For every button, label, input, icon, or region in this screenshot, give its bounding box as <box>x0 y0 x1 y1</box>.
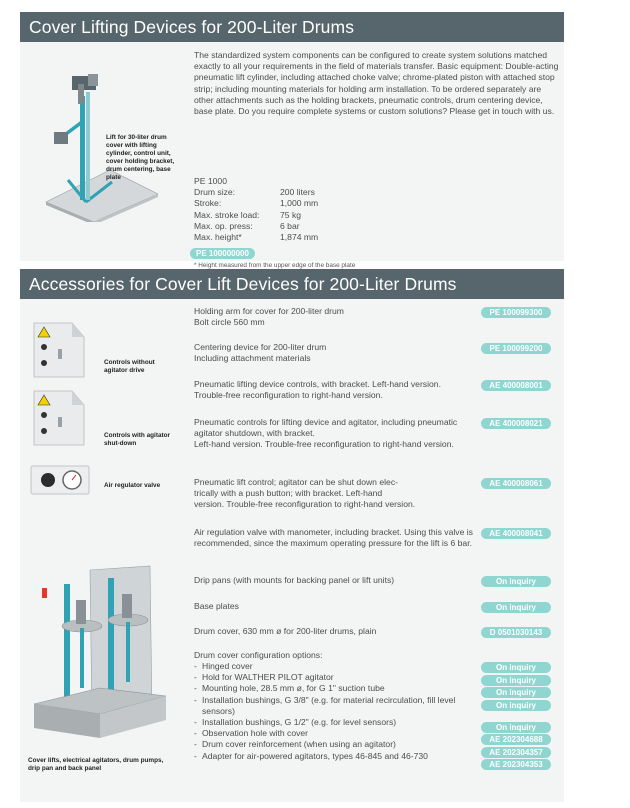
item-lift-control: Pneumatic lift control; agitator can be shut down elec- trically with a push button; with bracket. Left-hand version. Trouble-free reconfiguration to right-hand version. <box>194 477 416 510</box>
spec-label: Drum size: <box>194 187 236 197</box>
config-code-badge: AE 202304688 <box>481 734 551 745</box>
list-item: - Adapter for air-powered agitators, types 46-845 and 46-730 <box>194 751 474 762</box>
spec-value: 6 bar <box>280 220 300 231</box>
item-holding-arm: Holding arm for cover for 200-liter drum Bolt circle 560 mm <box>194 306 344 328</box>
item-code-badge: AE 400008061 <box>481 478 551 489</box>
item-code-badge: AE 400008041 <box>481 528 551 539</box>
config-codes <box>481 662 551 772</box>
item-centering-device: Centering device for 200-liter drum Including attachment materials <box>194 342 327 364</box>
item-air-regulation: Air regulation valve with manometer, including bracket. Using this valve is recommended, since the maximum operating pressure for the lift is 6 bar. <box>194 527 473 549</box>
list-item: - Installation bushings, G 3/8" (e.g. for material recirculation, fill level sensors) <box>194 695 474 717</box>
spec-title: PE 1000 <box>194 176 227 186</box>
spec-label: Max. height* <box>194 232 242 243</box>
config-code-badge: On inquiry <box>481 662 551 673</box>
list-item: - Drum cover reinforcement (when using an agitator) <box>194 739 474 750</box>
list-item: - Hinged cover <box>194 661 474 672</box>
intro-text: The standardized system components can be configured to create system solutions matched exactly to all your requirements in the field of materials transfer. Basic equipment: Double-acting pneumatic lift cylinder, including attached choke valve; chrome-plated piston with attached stop strip; including mounting materials for holding arm installation. To be ordered separately are other attachments such as the holding brackets, pneumatic controls, drum centering device, base plate. Do you require complete systems or custom solutions? Please get in touch with us. <box>194 50 559 117</box>
config-code-badge: On inquiry <box>481 675 551 686</box>
item-code-badge: PE 100099300 <box>481 307 551 318</box>
spec-value: 1,874 mm <box>280 232 319 243</box>
air-regulator-caption: Air regulator valve <box>104 482 161 489</box>
item-code-badge: AE 400008021 <box>481 418 551 429</box>
controls-agitator-image <box>28 387 88 447</box>
spec-row <box>194 187 318 198</box>
config-code-badge: On inquiry <box>481 722 551 733</box>
spec-row <box>194 221 318 232</box>
lift-image-caption: Lift for 30-liter drum cover with lifting cylinder, control unit, cover holding bracket, drum centering, base plate <box>106 134 175 181</box>
controls-box-image <box>28 319 88 379</box>
item-lifting-controls: Pneumatic lifting device controls, with bracket. Left-hand version. Trouble-free reconfiguration to right-hand version. <box>194 379 441 401</box>
section-title: Accessories for Cover Lift Devices for 200-Liter Drums <box>20 269 564 299</box>
spec-label: Max. stroke load: <box>194 209 260 220</box>
item-code-badge: On inquiry <box>481 602 551 613</box>
spec-row <box>194 210 318 221</box>
item-base-plates: Base plates <box>194 601 239 611</box>
controls-with-caption: Controls with agitator shut-down <box>104 432 171 447</box>
cover-lifting-section <box>20 12 564 269</box>
config-code-badge: AE 202304357 <box>481 747 551 758</box>
item-drum-cover: Drum cover, 630 mm ø for 200-liter drums, plain <box>194 626 377 636</box>
item-code-badge: On inquiry <box>481 576 551 587</box>
list-item: - Observation hole with cover <box>194 728 474 739</box>
spec-value: 75 kg <box>280 209 302 220</box>
list-item: - Hold for WALTHER PILOT agitator <box>194 672 474 683</box>
cover-lift-system-image <box>30 564 170 750</box>
controls-without-caption: Controls without agitator drive <box>104 359 155 374</box>
air-regulator-image <box>30 465 90 495</box>
cover-lifts-caption: Cover lifts, electrical agitators, drum pumps, drip pan and back panel <box>28 757 164 772</box>
part-number-badge: PE 100000000 <box>190 248 255 259</box>
accessories-section <box>20 269 564 802</box>
list-item: - Mounting hole, 28.5 mm ø, for G 1" suction tube <box>194 683 474 694</box>
config-code-badge: On inquiry <box>481 700 551 711</box>
footnote: * Height measured from the upper edge of the base plate <box>194 262 356 269</box>
item-code-badge: PE 100099200 <box>481 343 551 354</box>
spec-value: 1,000 mm <box>280 198 319 209</box>
config-code-badge: AE 202304353 <box>481 759 551 770</box>
config-title: Drum cover configuration options: <box>194 650 323 660</box>
config-options-list <box>194 661 474 762</box>
item-drip-pans: Drip pans (with mounts for backing panel or lift units) <box>194 575 395 585</box>
item-code-badge: AE 400008001 <box>481 380 551 391</box>
spec-value: 200 liters <box>280 187 315 197</box>
spec-row <box>194 198 318 209</box>
config-code-badge: On inquiry <box>481 687 551 698</box>
spec-table <box>194 187 318 243</box>
spec-row <box>194 232 318 243</box>
item-agitator-controls: Pneumatic controls for lifting device and agitator, including pneumatic agitator shutdown, with bracket. Left-hand version. Trouble-free reconfiguration to right-hand version. <box>194 417 458 450</box>
item-code-badge: D 0501030143 <box>481 627 551 638</box>
list-item: - Installation bushings, G 1/2" (e.g. for level sensors) <box>194 717 474 728</box>
spec-label: Max. op. press: <box>194 220 253 231</box>
section-title: Cover Lifting Devices for 200-Liter Drums <box>20 12 564 42</box>
spec-label: Stroke: <box>194 198 222 209</box>
